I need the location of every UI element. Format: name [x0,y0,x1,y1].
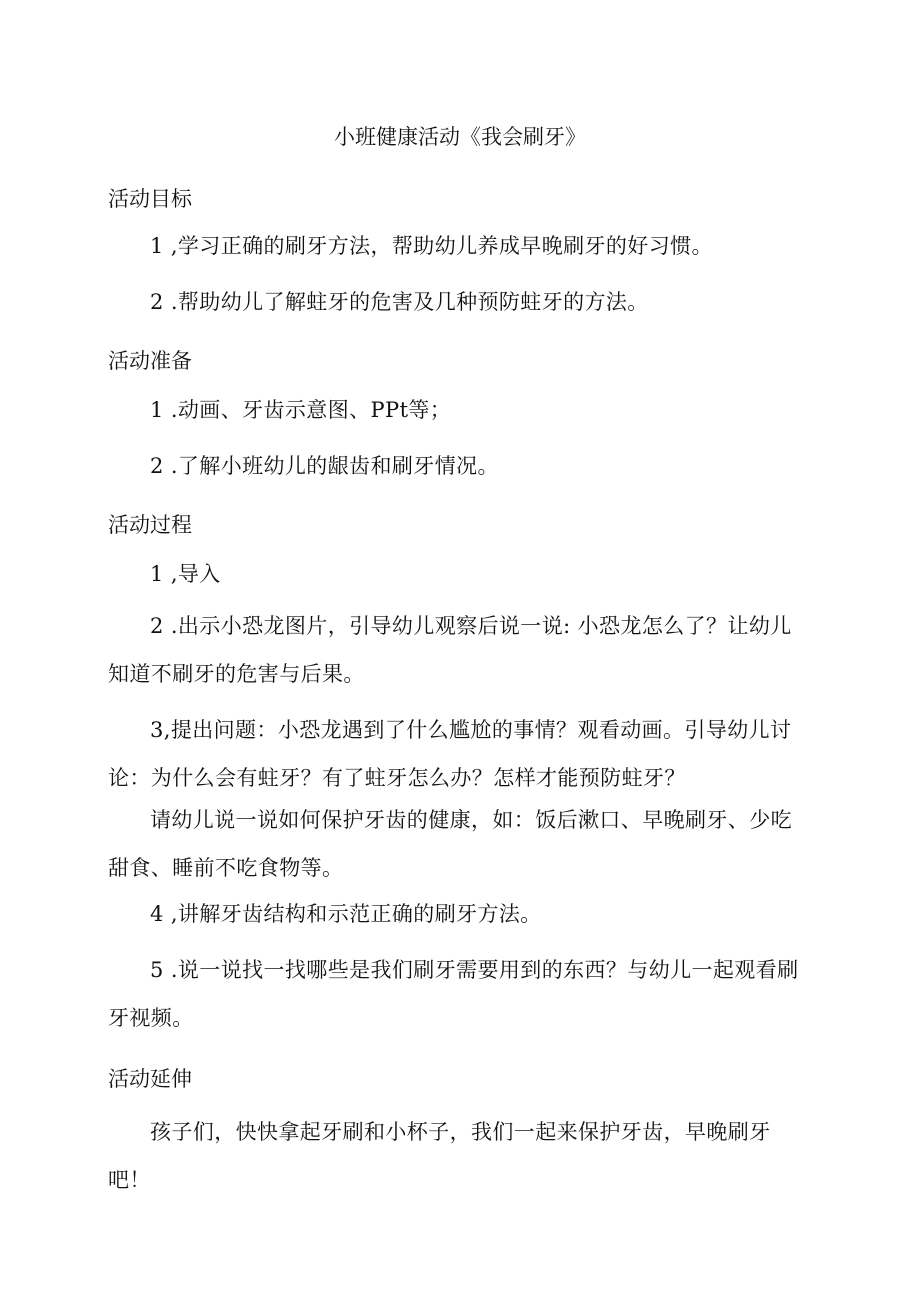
extension-item-1: 孩子们，快快拿起牙刷和小杯子，我们一起来保护牙齿，早晚刷牙吧！ [108,1120,771,1192]
section-heading-preparation: 活动准备 [108,349,192,373]
document-title: 小班健康活动《我会刷牙》 [334,125,586,149]
goals-item-2: 2 .帮助幼儿了解蛀牙的危害及几种预防蛀牙的方法。 [150,290,649,314]
process-item-4: 请幼儿说一说如何保护牙齿的健康，如：饭后漱口、早晚刷牙、少吃甜食、睡前不吃食物等。 [108,808,792,880]
section-heading-extension: 活动延伸 [108,1067,192,1091]
section-heading-process: 活动过程 [108,513,192,537]
goals-item-1: 1 ,学习正确的刷牙方法，帮助幼儿养成早晚刷牙的好习惯。 [150,234,713,258]
process-item-6: 5 .说一说找一找哪些是我们刷牙需要用到的东西？与幼儿一起观看刷牙视频。 [108,958,799,1030]
preparation-item-1: 1 .动画、牙齿示意图、PPt等； [150,398,452,422]
process-item-5: 4 ,讲解牙齿结构和示范正确的刷牙方法。 [150,902,542,926]
preparation-item-2: 2 .了解小班幼儿的龈齿和刷牙情况。 [150,454,499,478]
process-item-3: 3,提出问题：小恐龙遇到了什么尴尬的事情？观看动画。引导幼儿讨论：为什么会有蛀牙？有了蛀牙怎么办？怎样才能预防蛀牙？ [108,718,792,790]
process-item-2: 2 .出示小恐龙图片，引导幼儿观察后说一说: 小恐龙怎么了？让幼儿知道不刷牙的危害与后果。 [108,614,792,686]
section-heading-goals: 活动目标 [108,187,192,211]
process-item-1: 1 ,导入 [150,562,221,586]
